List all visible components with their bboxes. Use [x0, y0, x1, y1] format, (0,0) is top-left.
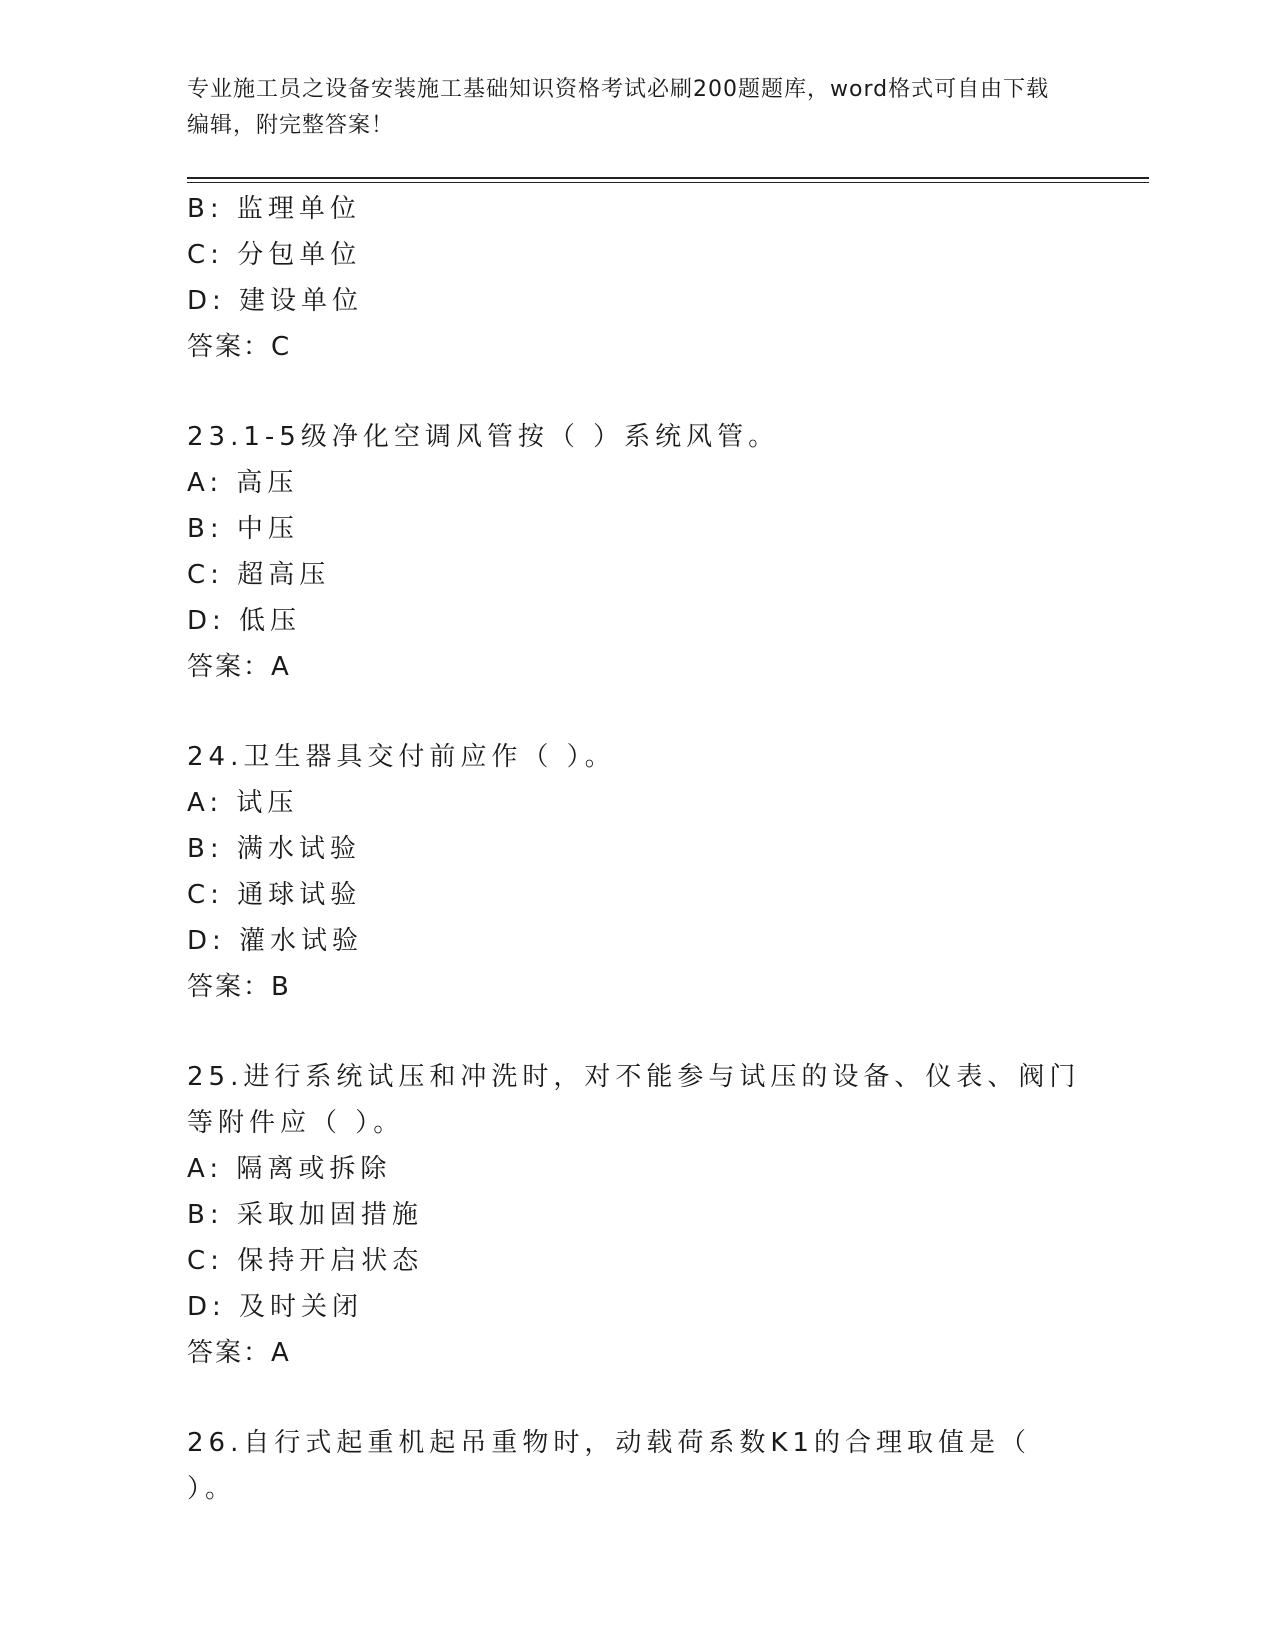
answer-value: A	[271, 1338, 290, 1368]
option-letter: B:	[187, 194, 224, 224]
option-c	[187, 552, 1087, 598]
option-letter: D:	[187, 286, 226, 316]
option-letter: C:	[187, 1246, 224, 1276]
option-letter: D:	[187, 606, 226, 636]
option-text: 建设单位	[239, 286, 364, 316]
option-b	[187, 1192, 1087, 1238]
option-b	[187, 506, 1087, 552]
option-d	[187, 278, 1087, 324]
answer-line	[187, 324, 1087, 370]
option-letter: B:	[187, 1200, 224, 1230]
header-divider-thin	[187, 182, 1149, 183]
question-26	[187, 1420, 1087, 1512]
option-text: 满水试验	[236, 834, 361, 864]
option-c	[187, 872, 1087, 918]
question-24	[187, 734, 1087, 1010]
option-a	[187, 460, 1087, 506]
option-letter: C:	[187, 560, 224, 590]
answer-value: B	[271, 972, 290, 1002]
option-letter: A:	[187, 1154, 224, 1184]
question-stem: 25.进行系统试压和冲洗时，对不能参与试压的设备、仪表、阀门等附件应（ ）。	[187, 1062, 1081, 1138]
question-stem: 24.卫生器具交付前应作（ ）。	[187, 742, 616, 772]
option-text: 灌水试验	[239, 926, 364, 956]
option-text: 低压	[239, 606, 302, 636]
question-22-tail	[187, 186, 1087, 370]
answer-line	[187, 964, 1087, 1010]
document-header: 专业施工员之设备安装施工基础知识资格考试必刷200题题库，word格式可自由下载编辑，附完整答案！	[187, 77, 1050, 138]
option-letter: A:	[187, 468, 224, 498]
option-b	[187, 826, 1087, 872]
option-text: 及时关闭	[239, 1292, 364, 1322]
option-letter: A:	[187, 788, 224, 818]
option-text: 高压	[236, 468, 299, 498]
answer-line	[187, 1330, 1087, 1376]
option-text: 中压	[236, 514, 299, 544]
answer-label: 答案：	[187, 972, 272, 1002]
option-letter: B:	[187, 514, 224, 544]
option-text: 试压	[236, 788, 299, 818]
question-25	[187, 1054, 1087, 1376]
option-text: 隔离或拆除	[236, 1154, 392, 1184]
option-c	[187, 1238, 1087, 1284]
option-d	[187, 598, 1087, 644]
option-a	[187, 1146, 1087, 1192]
option-text: 监理单位	[236, 194, 361, 224]
option-letter: C:	[187, 880, 224, 910]
option-d	[187, 1284, 1087, 1330]
question-list	[187, 186, 1087, 1512]
option-c	[187, 232, 1087, 278]
option-text: 超高压	[237, 560, 331, 590]
option-letter: B:	[187, 834, 224, 864]
answer-value: C	[271, 332, 291, 362]
option-b	[187, 186, 1087, 232]
answer-value: A	[271, 652, 290, 682]
option-text: 采取加固措施	[236, 1200, 423, 1230]
answer-label: 答案：	[187, 332, 272, 362]
option-letter: C:	[187, 240, 224, 270]
option-a	[187, 780, 1087, 826]
option-d	[187, 918, 1087, 964]
answer-line	[187, 644, 1087, 690]
header-divider-thick	[187, 177, 1149, 179]
answer-label: 答案：	[187, 652, 272, 682]
option-text: 通球试验	[237, 880, 362, 910]
option-text: 分包单位	[237, 240, 362, 270]
question-23	[187, 414, 1087, 690]
question-stem: 23.1-5级净化空调风管按（ ）系统风管。	[187, 422, 780, 452]
option-text: 保持开启状态	[237, 1246, 424, 1276]
option-letter: D:	[187, 1292, 226, 1322]
option-letter: D:	[187, 926, 226, 956]
answer-label: 答案：	[187, 1338, 272, 1368]
question-stem: 26.自行式起重机起吊重物时，动载荷系数K1的合理取值是（ ）。	[187, 1428, 1031, 1504]
